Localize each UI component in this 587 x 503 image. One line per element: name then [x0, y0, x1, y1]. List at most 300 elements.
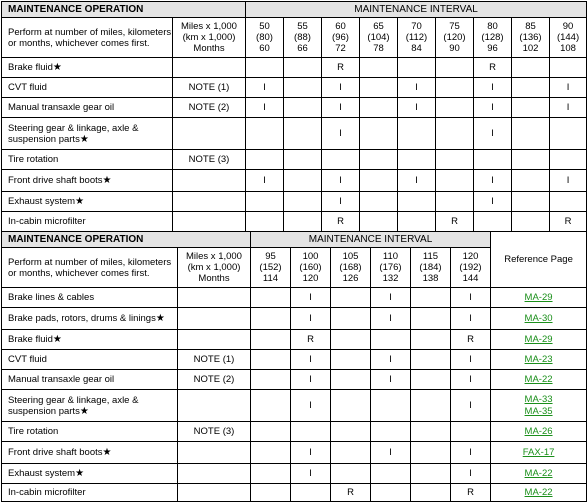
item-label: Steering gear & linkage, axle & suspension parts	[8, 394, 139, 417]
interval-mark: I	[550, 98, 587, 118]
reference-link[interactable]: MA-23	[524, 353, 553, 365]
interval-mark: I	[246, 78, 284, 98]
reference-page	[491, 484, 587, 502]
table-row	[2, 464, 587, 484]
interval-mark: I	[246, 98, 284, 118]
interval-months: 132	[382, 273, 399, 284]
interval-mark	[398, 58, 436, 78]
interval-mark: I	[322, 170, 360, 192]
interval-column-header	[474, 18, 512, 58]
interval-km: (176)	[379, 262, 402, 273]
interval-miles: 105	[342, 251, 359, 262]
interval-mark	[550, 58, 587, 78]
interval-miles: 120	[462, 251, 479, 262]
interval-mark	[251, 370, 291, 390]
interval-mark	[251, 464, 291, 484]
interval-mark	[284, 58, 322, 78]
interval-mark: R	[451, 484, 491, 502]
interval-mark: I	[371, 288, 411, 308]
interval-mark: I	[550, 170, 587, 192]
row-item	[2, 212, 173, 232]
table-row	[2, 98, 587, 118]
interval-miles: 90	[562, 21, 574, 32]
interval-mark	[411, 422, 451, 442]
interval-mark	[411, 390, 451, 422]
interval-mark	[371, 422, 411, 442]
interval-miles: 85	[525, 21, 536, 32]
table-row	[2, 288, 587, 308]
table-row	[2, 422, 587, 442]
interval-mark	[331, 422, 371, 442]
reference-page	[491, 308, 587, 330]
interval-mark	[550, 150, 587, 170]
interval-miles: 60	[335, 21, 346, 32]
interval-mark: I	[451, 288, 491, 308]
interval-mark	[436, 98, 474, 118]
interval-column-header	[436, 18, 474, 58]
interval-column-header	[360, 18, 398, 58]
interval-mark	[436, 170, 474, 192]
interval-mark	[371, 330, 411, 350]
interval-mark	[411, 442, 451, 464]
interval-mark	[251, 308, 291, 330]
row-note	[178, 464, 251, 484]
reference-link[interactable]: MA-33	[524, 393, 553, 405]
interval-mark	[360, 58, 398, 78]
interval-mark	[512, 150, 550, 170]
interval-mark: R	[322, 212, 360, 232]
interval-column-header	[451, 248, 491, 288]
interval-mark	[360, 192, 398, 212]
row-note	[178, 288, 251, 308]
interval-mark	[436, 78, 474, 98]
interval-mark: I	[291, 464, 331, 484]
interval-mark: R	[436, 212, 474, 232]
interval-mark	[246, 118, 284, 150]
table-row	[2, 212, 587, 232]
interval-mark	[550, 118, 587, 150]
interval-mark	[360, 118, 398, 150]
interval-mark: I	[474, 78, 512, 98]
row-note: NOTE (1)	[178, 350, 251, 370]
row-note	[178, 308, 251, 330]
reference-page	[491, 288, 587, 308]
interval-mark: R	[322, 58, 360, 78]
reference-link[interactable]: MA-29	[524, 333, 553, 345]
row-note	[173, 212, 246, 232]
interval-mark: I	[291, 370, 331, 390]
interval-mark	[360, 170, 398, 192]
interval-mark	[331, 370, 371, 390]
interval-mark: I	[474, 192, 512, 212]
interval-months: 126	[342, 273, 359, 284]
interval-mark	[512, 212, 550, 232]
interval-mark: I	[291, 288, 331, 308]
interval-mark	[251, 350, 291, 370]
interval-mark: I	[451, 390, 491, 422]
interval-mark	[411, 350, 451, 370]
units-months-label: Months	[193, 43, 225, 54]
interval-mark	[371, 484, 411, 502]
item-label: Steering gear & linkage, axle & suspension parts	[8, 122, 139, 145]
item-label: Brake lines & cables	[8, 292, 95, 303]
interval-mark	[331, 464, 371, 484]
interval-mark	[331, 308, 371, 330]
reference-link[interactable]: FAX-17	[522, 446, 555, 458]
row-item	[2, 484, 178, 502]
star-icon: ★	[102, 175, 112, 186]
item-label: CVT fluid	[8, 354, 47, 365]
interval-mark: I	[291, 308, 331, 330]
interval-miles: 65	[373, 21, 384, 32]
interval-mark	[512, 78, 550, 98]
interval-mark: R	[451, 330, 491, 350]
row-note: NOTE (1)	[173, 78, 246, 98]
row-item	[2, 78, 173, 98]
row-item	[2, 58, 173, 78]
table-row	[2, 330, 587, 350]
item-label: Exhaust system	[8, 196, 76, 207]
reference-link[interactable]: MA-29	[524, 291, 553, 303]
interval-months: 120	[302, 273, 319, 284]
star-icon: ★	[102, 447, 112, 458]
interval-mark	[251, 442, 291, 464]
interval-miles: 115	[422, 251, 439, 262]
interval-mark	[411, 308, 451, 330]
item-label: Brake pads, rotors, drums & linings	[8, 313, 156, 324]
interval-km: (120)	[443, 32, 466, 43]
interval-mark	[371, 390, 411, 422]
reference-page	[491, 330, 587, 350]
interval-header: MAINTENANCE INTERVAL	[251, 232, 491, 248]
interval-mark: I	[451, 464, 491, 484]
interval-mark	[550, 192, 587, 212]
operation-header: MAINTENANCE OPERATION	[2, 2, 246, 18]
interval-description: Perform at number of miles, kilometers or months, whichever comes first.	[2, 18, 173, 58]
interval-mark	[284, 118, 322, 150]
interval-column-header	[331, 248, 371, 288]
interval-months: 66	[297, 43, 308, 54]
star-icon: ★	[75, 468, 85, 479]
row-note: NOTE (3)	[173, 150, 246, 170]
row-note	[173, 192, 246, 212]
reference-page	[491, 422, 587, 442]
reference-link[interactable]: MA-22	[524, 486, 553, 498]
interval-km: (112)	[405, 32, 428, 43]
interval-column-header	[398, 18, 436, 58]
interval-mark	[331, 350, 371, 370]
interval-months: 96	[487, 43, 498, 54]
interval-mark	[251, 390, 291, 422]
interval-mark	[322, 150, 360, 170]
interval-mark: I	[246, 170, 284, 192]
interval-mark: I	[550, 78, 587, 98]
interval-mark	[331, 442, 371, 464]
row-note	[178, 390, 251, 422]
interval-km: (104)	[367, 32, 390, 43]
interval-mark	[360, 212, 398, 232]
row-note	[178, 484, 251, 502]
interval-mark: I	[291, 442, 331, 464]
interval-mark	[512, 170, 550, 192]
item-label: Exhaust system	[8, 468, 76, 479]
row-item	[2, 288, 178, 308]
item-label: Front drive shaft boots	[8, 447, 103, 458]
star-icon: ★	[52, 334, 62, 345]
interval-km: (96)	[332, 32, 349, 43]
interval-mark	[331, 288, 371, 308]
interval-mark: R	[331, 484, 371, 502]
interval-column-header	[512, 18, 550, 58]
reference-link[interactable]: MA-22	[524, 373, 553, 385]
table-row	[2, 442, 587, 464]
table-row	[2, 308, 587, 330]
reference-page	[491, 350, 587, 370]
interval-mark: I	[398, 170, 436, 192]
interval-months: 78	[373, 43, 384, 54]
interval-mark: I	[451, 370, 491, 390]
reference-page	[491, 464, 587, 484]
row-note: NOTE (2)	[173, 98, 246, 118]
interval-mark	[436, 192, 474, 212]
reference-page	[491, 442, 587, 464]
table-row	[2, 370, 587, 390]
interval-mark	[436, 58, 474, 78]
interval-mark: I	[371, 350, 411, 370]
interval-months: 102	[522, 43, 539, 54]
item-label: Manual transaxle gear oil	[8, 102, 115, 113]
interval-mark: I	[451, 442, 491, 464]
interval-mark	[371, 464, 411, 484]
interval-months: 114	[262, 273, 279, 284]
interval-mark: I	[474, 98, 512, 118]
interval-description: Perform at number of miles, kilometers or months, whichever comes first.	[2, 248, 178, 288]
reference-link[interactable]: MA-22	[524, 467, 553, 479]
interval-column-header	[246, 18, 284, 58]
interval-mark	[246, 150, 284, 170]
interval-units	[178, 248, 251, 288]
table-row	[2, 150, 587, 170]
interval-mark	[398, 192, 436, 212]
interval-mark: I	[322, 98, 360, 118]
row-note	[178, 442, 251, 464]
reference-link[interactable]: MA-35	[524, 405, 553, 417]
interval-mark	[411, 370, 451, 390]
interval-km: (88)	[294, 32, 311, 43]
interval-km: (80)	[256, 32, 273, 43]
interval-column-header	[371, 248, 411, 288]
units-km-label: (km x 1,000)	[187, 262, 241, 273]
interval-mark	[360, 78, 398, 98]
units-miles-label: Miles x 1,000	[181, 21, 237, 32]
row-item	[2, 118, 173, 150]
star-icon: ★	[155, 313, 165, 324]
item-label: Brake fluid	[8, 334, 53, 345]
interval-mark	[411, 464, 451, 484]
interval-miles: 80	[487, 21, 498, 32]
interval-mark	[331, 390, 371, 422]
interval-mark	[512, 118, 550, 150]
interval-mark	[284, 78, 322, 98]
item-label: Manual transaxle gear oil	[8, 374, 115, 385]
interval-mark	[331, 330, 371, 350]
interval-mark	[512, 192, 550, 212]
row-item	[2, 330, 178, 350]
interval-mark: R	[474, 58, 512, 78]
item-label: Brake fluid	[8, 62, 53, 73]
interval-column-header	[251, 248, 291, 288]
row-item	[2, 442, 178, 464]
interval-mark	[451, 422, 491, 442]
interval-months: 108	[560, 43, 576, 54]
interval-mark	[251, 288, 291, 308]
interval-mark: I	[451, 308, 491, 330]
interval-miles: 50	[259, 21, 270, 32]
interval-km: (160)	[299, 262, 322, 273]
item-label: In-cabin microfilter	[8, 216, 86, 227]
interval-column-header	[291, 248, 331, 288]
table-row	[2, 192, 587, 212]
row-note	[178, 330, 251, 350]
interval-mark	[411, 330, 451, 350]
table-row	[2, 58, 587, 78]
interval-column-header	[411, 248, 451, 288]
interval-months: 84	[411, 43, 422, 54]
interval-km: (152)	[259, 262, 282, 273]
star-icon: ★	[79, 133, 89, 145]
interval-miles: 110	[382, 251, 399, 262]
interval-miles: 70	[411, 21, 422, 32]
item-label: Tire rotation	[8, 154, 59, 165]
row-item	[2, 308, 178, 330]
interval-miles: 75	[449, 21, 460, 32]
interval-mark	[246, 58, 284, 78]
units-miles-label: Miles x 1,000	[186, 251, 242, 262]
interval-mark	[411, 484, 451, 502]
interval-mark: I	[291, 350, 331, 370]
row-note	[173, 58, 246, 78]
interval-months: 60	[259, 43, 270, 54]
interval-months: 72	[335, 43, 346, 54]
table-row	[2, 118, 587, 150]
table-row	[2, 484, 587, 502]
row-item	[2, 192, 173, 212]
star-icon: ★	[75, 196, 85, 207]
interval-header: MAINTENANCE INTERVAL	[246, 2, 587, 18]
interval-mark	[246, 212, 284, 232]
interval-mark	[398, 118, 436, 150]
reference-page	[491, 390, 587, 422]
interval-miles: 55	[297, 21, 308, 32]
row-item	[2, 370, 178, 390]
interval-mark	[284, 98, 322, 118]
interval-mark	[436, 118, 474, 150]
interval-mark	[436, 150, 474, 170]
interval-mark: I	[371, 308, 411, 330]
interval-km: (184)	[419, 262, 442, 273]
table-row	[2, 170, 587, 192]
operation-header: MAINTENANCE OPERATION	[2, 232, 251, 248]
item-label: Front drive shaft boots	[8, 175, 103, 186]
interval-mark: I	[371, 442, 411, 464]
interval-km: (144)	[556, 32, 580, 43]
row-item	[2, 98, 173, 118]
interval-mark: I	[322, 78, 360, 98]
interval-mark	[284, 212, 322, 232]
interval-units	[173, 18, 246, 58]
interval-miles: 95	[265, 251, 276, 262]
interval-months: 138	[422, 273, 439, 284]
table-row	[2, 390, 587, 422]
interval-mark	[284, 150, 322, 170]
interval-mark: R	[291, 330, 331, 350]
interval-mark: I	[474, 170, 512, 192]
row-item	[2, 422, 178, 442]
reference-page-header: Reference Page	[491, 232, 587, 288]
interval-mark: I	[371, 370, 411, 390]
row-item	[2, 150, 173, 170]
row-note: NOTE (2)	[178, 370, 251, 390]
interval-km: (168)	[339, 262, 362, 273]
interval-mark	[360, 150, 398, 170]
interval-months: 144	[462, 273, 479, 284]
interval-mark	[398, 150, 436, 170]
star-icon: ★	[52, 62, 62, 73]
interval-km: (128)	[481, 32, 504, 43]
interval-mark: R	[550, 212, 587, 232]
reference-link[interactable]: MA-26	[524, 425, 553, 437]
interval-mark	[284, 170, 322, 192]
interval-mark	[251, 422, 291, 442]
item-label: In-cabin microfilter	[8, 487, 86, 498]
interval-mark: I	[322, 118, 360, 150]
interval-mark	[246, 192, 284, 212]
interval-mark	[411, 288, 451, 308]
interval-mark: I	[398, 98, 436, 118]
reference-link[interactable]: MA-30	[524, 312, 553, 324]
row-item	[2, 464, 178, 484]
table-row	[2, 78, 587, 98]
interval-months: 90	[449, 43, 460, 54]
interval-miles: 100	[302, 251, 319, 262]
maintenance-table-1	[1, 1, 587, 232]
interval-mark	[291, 422, 331, 442]
star-icon: ★	[79, 405, 89, 417]
maintenance-table-2	[1, 231, 587, 502]
row-item	[2, 350, 178, 370]
item-label: Tire rotation	[8, 426, 59, 437]
row-item	[2, 390, 178, 422]
interval-mark	[512, 58, 550, 78]
interval-km: (136)	[519, 32, 542, 43]
units-months-label: Months	[198, 273, 230, 284]
interval-mark	[360, 98, 398, 118]
interval-mark: I	[322, 192, 360, 212]
interval-mark: I	[451, 350, 491, 370]
interval-mark	[251, 484, 291, 502]
interval-mark	[284, 192, 322, 212]
interval-mark	[251, 330, 291, 350]
interval-column-header	[284, 18, 322, 58]
row-note	[173, 170, 246, 192]
units-km-label: (km x 1,000)	[182, 32, 236, 43]
row-note: NOTE (3)	[178, 422, 251, 442]
interval-mark	[474, 150, 512, 170]
row-item	[2, 170, 173, 192]
interval-km: (192)	[459, 262, 482, 273]
row-note	[173, 118, 246, 150]
interval-mark: I	[398, 78, 436, 98]
